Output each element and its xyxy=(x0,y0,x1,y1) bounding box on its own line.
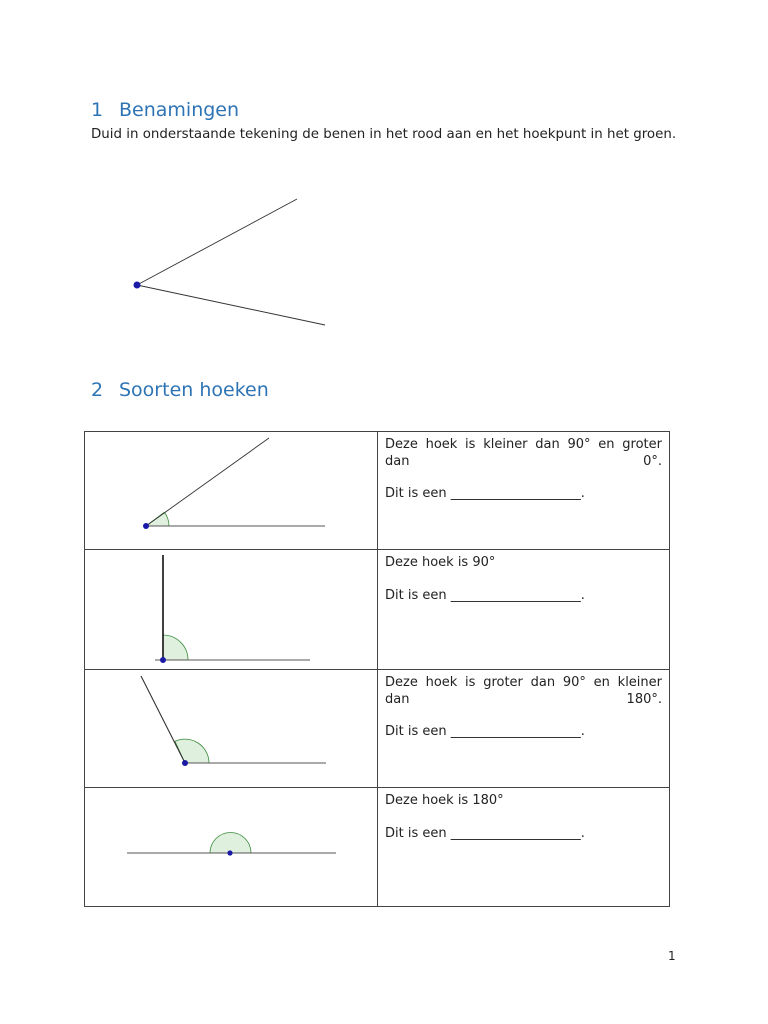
right-angle-cell xyxy=(85,550,378,670)
straight-angle-vertex xyxy=(227,850,232,855)
acute-angle-cell xyxy=(85,432,378,550)
acute-angle-figure xyxy=(85,432,377,549)
angle-figure xyxy=(120,190,340,335)
section-2-title: Soorten hoeken xyxy=(119,379,269,401)
acute-angle-text-cell xyxy=(378,432,670,550)
table-row-right xyxy=(85,550,670,670)
straight-angle-text-cell xyxy=(378,788,670,907)
angle-leg-lower xyxy=(137,285,325,325)
right-angle-description: Deze hoek is 90° xyxy=(385,555,496,570)
obtuse-angle-figure xyxy=(85,670,377,787)
acute-angle-answer-line: Dit is een ____________________. xyxy=(385,486,585,501)
straight-angle-cell xyxy=(85,788,378,907)
obtuse-angle-description: Deze hoek is groter dan 90° en kleiner dan 180°. xyxy=(385,675,662,707)
angle-types-table xyxy=(84,431,670,907)
straight-angle-answer-line: Dit is een ____________________. xyxy=(385,825,585,841)
straight-angle-description: Deze hoek is 180° xyxy=(385,793,504,808)
section-2-number: 2 xyxy=(91,379,104,401)
right-angle-figure xyxy=(85,550,377,669)
section-1-title: Benamingen xyxy=(119,99,240,121)
section-1-number: 1 xyxy=(91,99,104,121)
right-angle-arc xyxy=(163,635,188,660)
right-angle-answer-line: Dit is een ____________________. xyxy=(385,587,585,603)
table-row-acute xyxy=(85,432,670,550)
obtuse-angle-leg xyxy=(141,676,185,763)
acute-angle-leg xyxy=(146,438,269,526)
acute-angle-vertex xyxy=(143,523,149,529)
obtuse-angle-vertex xyxy=(182,760,188,766)
section-2-heading xyxy=(91,379,269,401)
angle-leg-upper xyxy=(137,199,297,285)
right-angle-text-cell xyxy=(378,550,670,670)
acute-angle-description: Deze hoek is kleiner dan 90° en groter dan 0°. xyxy=(385,437,662,469)
section-1-heading xyxy=(91,99,239,121)
section-1-instruction: Duid in onderstaande tekening de benen in het rood aan en het hoekpunt in het groen. xyxy=(91,127,677,142)
straight-angle-arc xyxy=(210,833,251,854)
page-number: 1 xyxy=(668,949,676,963)
straight-angle-figure xyxy=(85,788,377,906)
angle-vertex-point xyxy=(134,282,141,289)
right-angle-vertex xyxy=(160,657,166,663)
table-row-straight xyxy=(85,788,670,907)
obtuse-angle-text-cell xyxy=(378,670,670,788)
table-row-obtuse xyxy=(85,670,670,788)
obtuse-angle-answer-line: Dit is een ____________________. xyxy=(385,724,585,739)
obtuse-angle-cell xyxy=(85,670,378,788)
obtuse-angle-arc xyxy=(175,739,209,763)
